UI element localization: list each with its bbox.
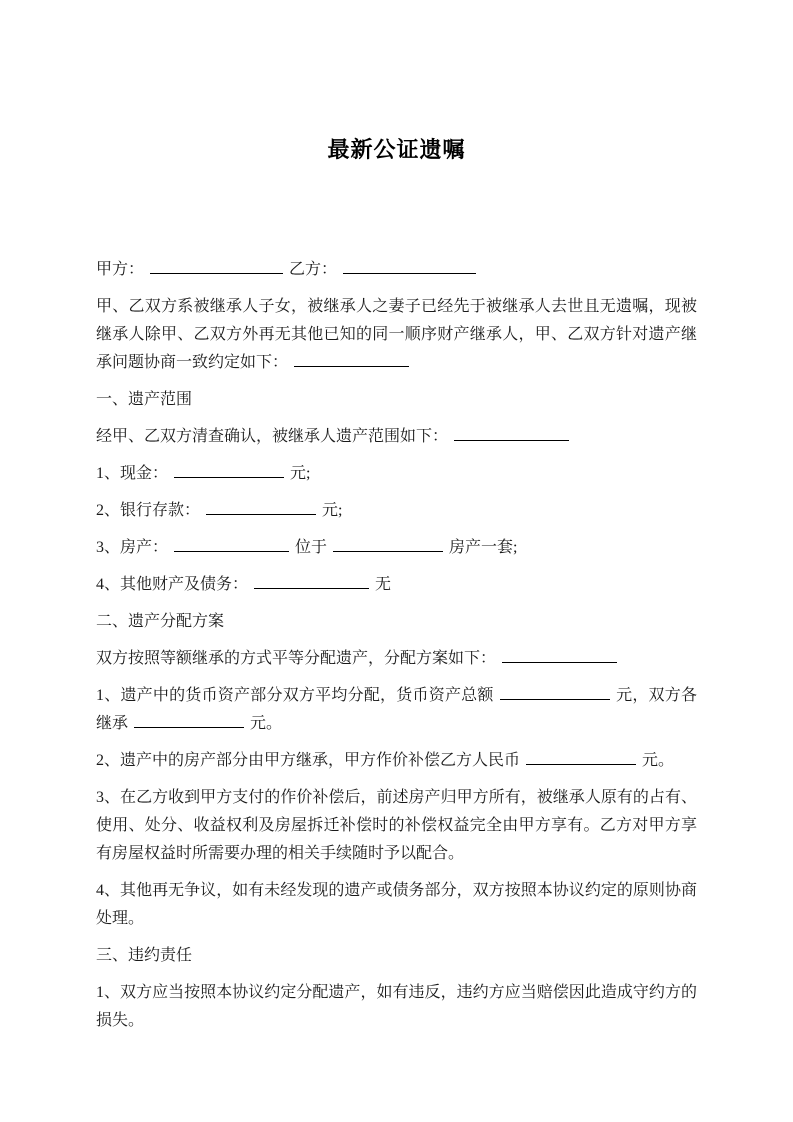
distribution-item-no-dispute: 4、其他再无争议，如有未经发现的遗产或债务部分，双方按照本协议约定的原则协商处理。 (96, 882, 697, 927)
money-split-text: 1、遗产中的货币资产部分双方平均分配，货币资产总额 (96, 687, 494, 704)
money-total-blank-field (500, 699, 610, 700)
estate-item-deposit (96, 497, 697, 525)
distribution-item-money (96, 682, 697, 738)
money-unit: 元。 (250, 715, 283, 732)
party-a-label: 甲方： (96, 261, 145, 278)
deposit-unit: 元; (322, 502, 343, 519)
intro-text: 甲、乙双方系被继承人子女，被继承人之妻子已经先于被继承人去世且无遗嘱，现被继承人除甲、乙双方外再无其他已知的同一顺序财产继承人，甲、乙双方针对遗产继承问题协商一致约定如下： (96, 298, 697, 371)
house-compensation-text: 2、遗产中的房产部分由甲方继承，甲方作价补偿乙方人民币 (96, 752, 521, 769)
other-assets-label: 4、其他财产及债务： (96, 576, 249, 593)
estate-item-house (96, 534, 697, 562)
house-located-text: 位于 (295, 539, 328, 556)
house-compensation-blank-field (526, 764, 636, 765)
deposit-label: 2、银行存款： (96, 502, 201, 519)
distribution-item-house (96, 747, 697, 775)
house-compensation-unit: 元。 (642, 752, 675, 769)
distribution-item-transfer: 3、在乙方收到甲方支付的作价补偿后，前述房产归甲方所有，被继承人原有的占有、使用、处分、收益权利及房屋拆迁补偿时的补偿权益完全由甲方享有。乙方对甲方享有房屋权益时所需要办理的相关手续随时予以配合。 (96, 789, 697, 862)
other-assets-none: 无 (375, 576, 392, 593)
house-name-blank-field (174, 551, 289, 552)
party-a-blank-field (150, 273, 283, 274)
document-title: 最新公证遗嘱 (327, 138, 466, 163)
estate-confirm-text: 经甲、乙双方清查确认，被继承人遗产范围如下： (96, 428, 449, 445)
estate-item-other (96, 571, 697, 599)
estate-item-cash (96, 460, 697, 488)
section-3-heading: 三、违约责任 (96, 947, 193, 964)
house-label: 3、房产： (96, 539, 169, 556)
cash-amount-blank-field (174, 477, 284, 478)
money-each-text: 元，双方各继承 (96, 687, 697, 732)
section-1-heading: 一、遗产范围 (96, 391, 193, 408)
section-2-heading: 二、遗产分配方案 (96, 613, 225, 630)
house-location-blank-field (333, 551, 443, 552)
house-suffix: 房产一套; (449, 539, 518, 556)
intro-paragraph (96, 293, 697, 377)
distribution-plan-blank-field (502, 662, 617, 663)
intro-blank-field (294, 366, 409, 367)
estate-confirm-blank-field (454, 440, 569, 441)
parties-line (96, 256, 697, 284)
party-b-blank-field (343, 273, 476, 274)
deposit-amount-blank-field (206, 514, 316, 515)
distribution-plan-text: 双方按照等额继承的方式平等分配遗产，分配方案如下： (96, 650, 497, 667)
distribution-plan-line (96, 645, 697, 673)
estate-confirm-line (96, 423, 697, 451)
money-each-blank-field (134, 727, 244, 728)
cash-unit: 元; (290, 465, 311, 482)
breach-item-1: 1、双方应当按照本协议约定分配遗产，如有违反，违约方应当赔偿因此造成守约方的损失。 (96, 984, 697, 1029)
cash-label: 1、现金： (96, 465, 169, 482)
party-b-label: 乙方： (289, 261, 338, 278)
other-assets-blank-field (254, 588, 369, 589)
